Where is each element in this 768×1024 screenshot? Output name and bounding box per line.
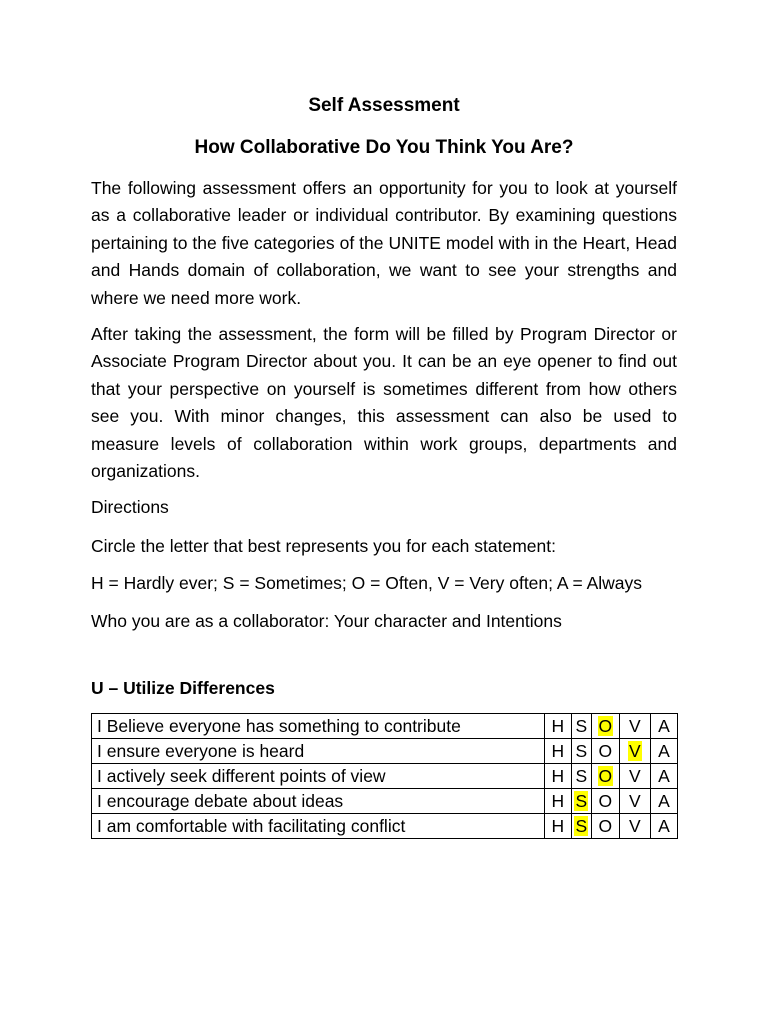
rating-letter: S — [575, 716, 588, 736]
rating-option-a[interactable] — [650, 789, 677, 814]
rating-option-o[interactable] — [591, 739, 619, 764]
rating-letter: S — [575, 816, 588, 836]
rating-letter: A — [658, 716, 670, 736]
rating-option-s[interactable] — [571, 814, 591, 839]
rating-letter: O — [598, 766, 613, 786]
statement-cell: I ensure everyone is heard — [92, 739, 545, 764]
rating-option-s[interactable] — [571, 789, 591, 814]
rating-letter: O — [598, 741, 613, 761]
rating-option-s[interactable] — [571, 714, 591, 739]
rating-option-v[interactable] — [619, 789, 650, 814]
rating-letter: H — [551, 741, 565, 761]
rating-letter: H — [551, 766, 565, 786]
page-subtitle: How Collaborative Do You Think You Are? — [194, 137, 574, 158]
rating-option-h[interactable] — [544, 789, 571, 814]
rating-option-a[interactable] — [650, 814, 677, 839]
rating-option-v[interactable] — [619, 714, 650, 739]
rating-letter: H — [551, 716, 565, 736]
rating-letter: O — [598, 816, 613, 836]
statement-cell: I actively seek different points of view — [92, 764, 545, 789]
statement-cell: I Believe everyone has something to contribute — [92, 714, 545, 739]
table-row — [92, 764, 678, 789]
rating-letter: A — [658, 766, 670, 786]
rating-letter: V — [629, 791, 641, 811]
rating-option-a[interactable] — [650, 764, 677, 789]
rating-letter: V — [629, 766, 641, 786]
rating-option-h[interactable] — [544, 764, 571, 789]
rating-letter: V — [629, 716, 641, 736]
rating-option-a[interactable] — [650, 714, 677, 739]
rating-option-v[interactable] — [619, 764, 650, 789]
rating-letter: H — [551, 791, 565, 811]
rating-option-v[interactable] — [619, 814, 650, 839]
rating-option-o[interactable] — [591, 814, 619, 839]
table-row — [92, 814, 678, 839]
rating-letter: S — [575, 741, 588, 761]
rating-option-s[interactable] — [571, 739, 591, 764]
rating-option-h[interactable] — [544, 714, 571, 739]
assessment-paragraph: After taking the assessment, the form will be filled by Program Director or Associate Program Director about you. It can be an eye opener to find out that your perspective on yourself is sometimes different from how others see you. With minor changes, this assessment can also be used to measure levels of collaboration within work groups, departments and organizations. — [91, 324, 677, 482]
directions-label: Directions — [91, 497, 169, 517]
rating-letter: A — [658, 816, 670, 836]
table-row — [92, 739, 678, 764]
subheading: Who you are as a collaborator: Your character and Intentions — [91, 611, 562, 631]
rating-option-s[interactable] — [571, 764, 591, 789]
rating-letter: A — [658, 791, 670, 811]
rating-option-o[interactable] — [591, 789, 619, 814]
rating-letter: O — [598, 791, 613, 811]
page-title: Self Assessment — [308, 95, 460, 116]
statement-cell: I am comfortable with facilitating conflict — [92, 814, 545, 839]
rating-option-a[interactable] — [650, 739, 677, 764]
rating-option-o[interactable] — [591, 764, 619, 789]
table-row — [92, 714, 678, 739]
rating-letter: V — [629, 816, 641, 836]
rating-option-o[interactable] — [591, 714, 619, 739]
rating-letter: V — [629, 741, 641, 761]
intro-paragraph: The following assessment offers an opportunity for you to look at yourself as a collaborative leader or individual contributor. By examining questions pertaining to the five categories of the UNITE model with in the Heart, Head and Hands domain of collaboration, we want to see your strengths and where we need more work. — [91, 178, 677, 308]
instruction-text: Circle the letter that best represents you for each statement: — [91, 536, 556, 556]
rating-letter: S — [575, 766, 588, 786]
rating-letter: H — [551, 816, 565, 836]
rating-letter: A — [658, 741, 670, 761]
rating-option-h[interactable] — [544, 739, 571, 764]
rating-letter: O — [598, 716, 613, 736]
rating-letter: S — [575, 791, 588, 811]
statement-cell: I encourage debate about ideas — [92, 789, 545, 814]
rating-option-v[interactable] — [619, 739, 650, 764]
table-row — [92, 789, 678, 814]
assessment-table — [91, 713, 678, 839]
rating-option-h[interactable] — [544, 814, 571, 839]
section-title: U – Utilize Differences — [91, 678, 275, 698]
rating-key: H = Hardly ever; S = Sometimes; O = Often, V = Very often; A = Always — [91, 573, 643, 593]
